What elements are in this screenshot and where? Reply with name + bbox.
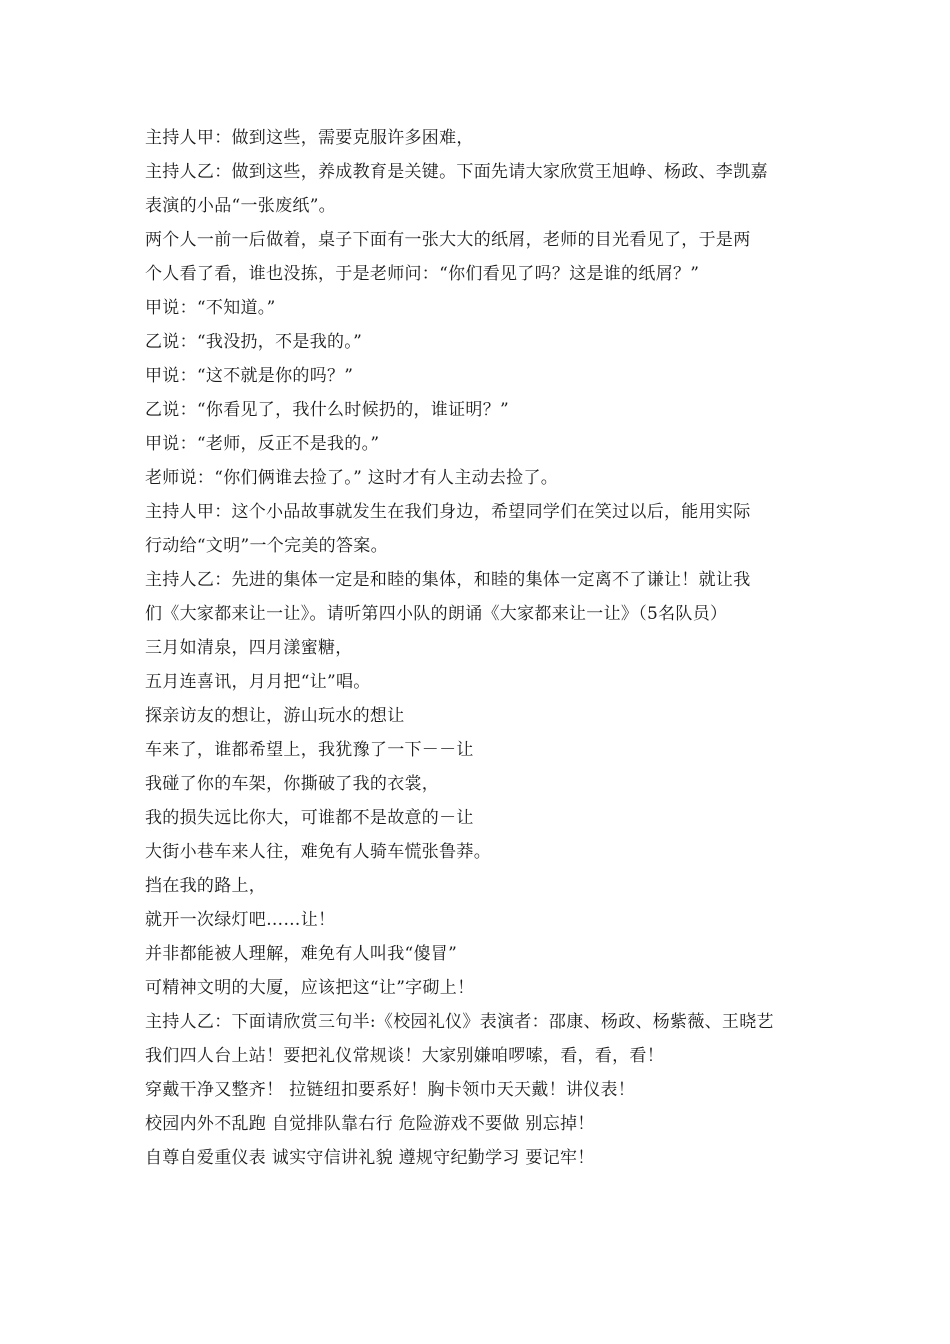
text-line: 探亲访友的想让，游山玩水的想让 [145, 706, 405, 726]
text-line: 们《大家都来让一让》。请听第四小队的朗诵《大家都来让一让》（5名队员） [145, 604, 728, 624]
text-line: 并非都能被人理解，难免有人叫我“傻冒” [145, 944, 458, 964]
text-line: 主持人乙：先进的集体一定是和睦的集体，和睦的集体一定离不了谦让！就让我 [145, 570, 751, 590]
text-line: 自尊自爱重仪表 诚实守信讲礼貌 遵规守纪勤学习 要记牢！ [145, 1148, 595, 1168]
text-line: 大街小巷车来人往，难免有人骑车慌张鲁莽。 [145, 842, 491, 862]
text-line: 主持人甲：这个小品故事就发生在我们身边，希望同学们在笑过以后，能用实际 [145, 502, 751, 522]
text-line: 可精神文明的大厦，应该把这“让”字砌上！ [145, 978, 475, 998]
text-line: 行动给“文明”一个完美的答案。 [145, 536, 388, 556]
document-body [145, 121, 825, 1175]
text-line: 老师说：“你们俩谁去捡了。” 这时才有人主动去捡了。 [145, 468, 559, 488]
text-line: 校园内外不乱跑 自觉排队靠右行 危险游戏不要做 别忘掉！ [145, 1114, 595, 1134]
text-line: 我的损失远比你大，可谁都不是故意的－让 [145, 808, 474, 828]
text-line: 五月连喜讯，月月把“让”唱。 [145, 672, 371, 692]
text-line: 就开一次绿灯吧……让！ [145, 910, 336, 930]
text-line: 甲说：“老师，反正不是我的。” [145, 434, 380, 454]
text-line: 我碰了你的车架，你撕破了我的衣裳， [145, 774, 440, 794]
text-line: 甲说：“不知道。” [145, 298, 276, 318]
text-line: 个人看了看，谁也没拣，于是老师问：“你们看见了吗？这是谁的纸屑？” [145, 264, 700, 284]
text-line: 车来了，谁都希望上，我犹豫了一下－－让 [145, 740, 474, 760]
text-line: 两个人一前一后做着，桌子下面有一张大大的纸屑，老师的目光看见了，于是两 [145, 230, 751, 250]
text-line: 挡在我的路上， [145, 876, 267, 896]
text-line: 主持人乙：做到这些，养成教育是关键。下面先请大家欣赏王旭峥、杨政、李凯嘉 [145, 162, 768, 182]
text-line: 主持人甲：做到这些，需要克服许多困难， [145, 128, 474, 148]
text-line: 三月如清泉，四月漾蜜糖， [145, 638, 353, 658]
text-line: 我们四人台上站！要把礼仪常规谈！大家别嫌咱啰嗦，看，看，看！ [145, 1046, 664, 1066]
text-line: 乙说：“你看见了，我什么时候扔的，谁证明？” [145, 400, 509, 420]
text-line: 甲说：“这不就是你的吗？” [145, 366, 354, 386]
text-line: 表演的小品“一张废纸”。 [145, 196, 336, 216]
text-line: 主持人乙：下面请欣赏三句半:《校园礼仪》表演者：邵康、杨政、杨紫薇、王晓艺 [145, 1012, 774, 1032]
text-line: 穿戴干净又整齐！ 拉链纽扣要系好！胸卡领巾天天戴！讲仪表！ [145, 1080, 636, 1100]
text-line: 乙说：“我没扔，不是我的。” [145, 332, 363, 352]
